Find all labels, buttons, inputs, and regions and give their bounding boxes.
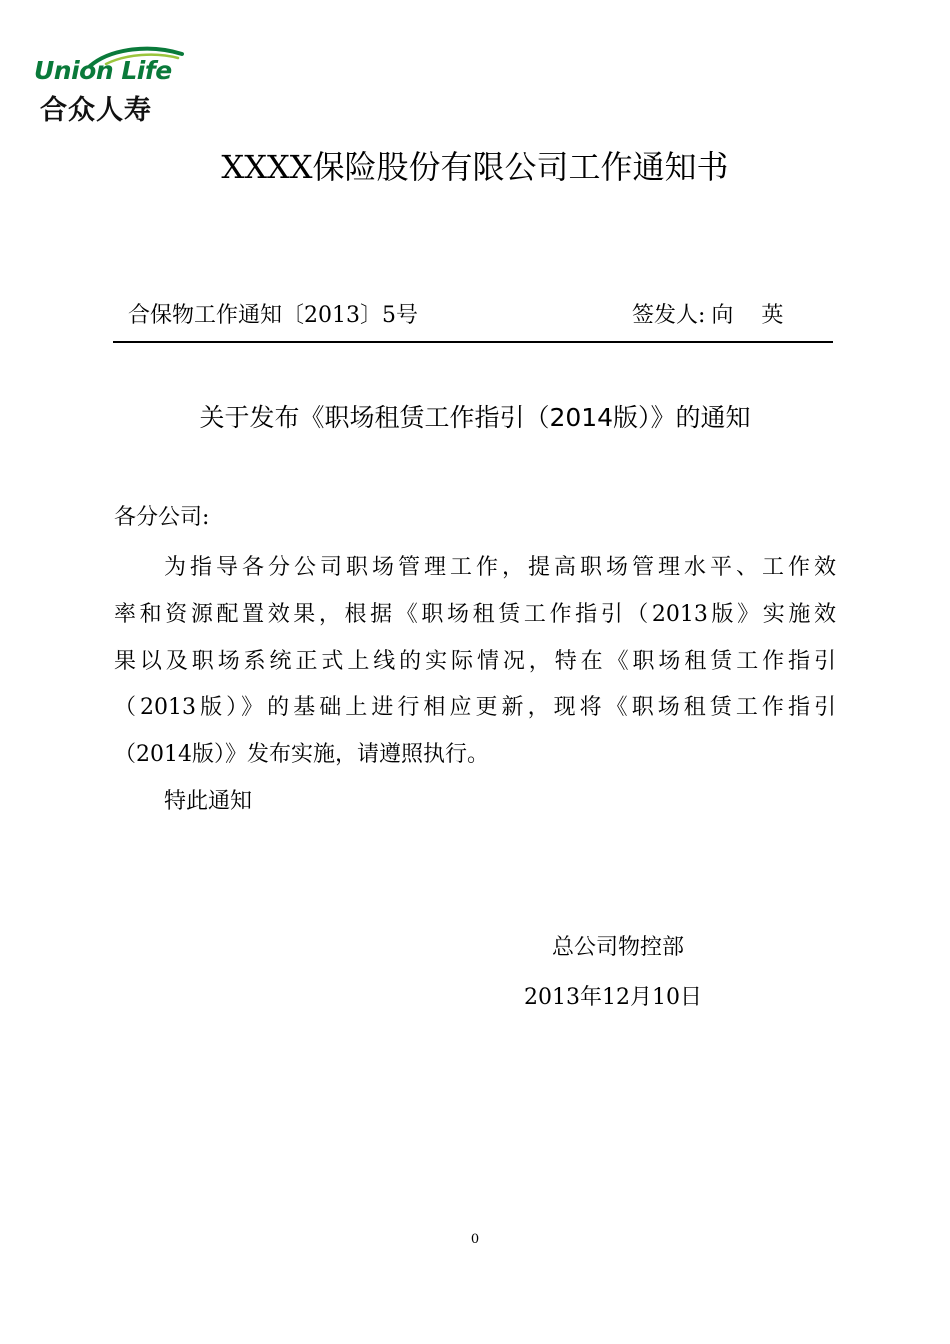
body-line: （2014版）》发布实施，请遵照执行。 xyxy=(114,742,489,767)
page-number: 0 xyxy=(470,1232,480,1247)
logo-chinese-text: 合众人寿 xyxy=(40,95,152,126)
issuer-label: 签发人: xyxy=(632,303,706,328)
closing-text: 特此通知 xyxy=(164,789,253,814)
company-logo xyxy=(34,44,204,126)
body-line: 为指导各分公司职场管理工作，提高职场管理水平、工作效 xyxy=(164,555,836,580)
notice-title: 关于发布《职场租赁工作指引（2014版）》的通知 xyxy=(199,403,751,432)
issuing-department: 总公司物控部 xyxy=(552,935,685,960)
issuer-name: 向英 xyxy=(711,303,812,328)
issuer-block xyxy=(632,298,811,329)
body-line: 果以及职场系统正式上线的实际情况，特在《职场租赁工作指引 xyxy=(114,649,836,674)
logo-english-text: Union Life xyxy=(34,56,172,85)
issue-date: 2013年12月10日 xyxy=(524,985,702,1010)
salutation: 各分公司: xyxy=(114,505,210,530)
header-divider xyxy=(113,341,833,343)
document-title: XXXX保险股份有限公司工作通知书 xyxy=(221,148,729,186)
body-line: 率和资源配置效果，根据《职场租赁工作指引（2013版》实施效 xyxy=(114,602,836,627)
body-line: （2013版）》的基础上进行相应更新，现将《职场租赁工作指引 xyxy=(114,695,836,720)
reference-number: 合保物工作通知〔2013〕5号 xyxy=(128,303,418,328)
